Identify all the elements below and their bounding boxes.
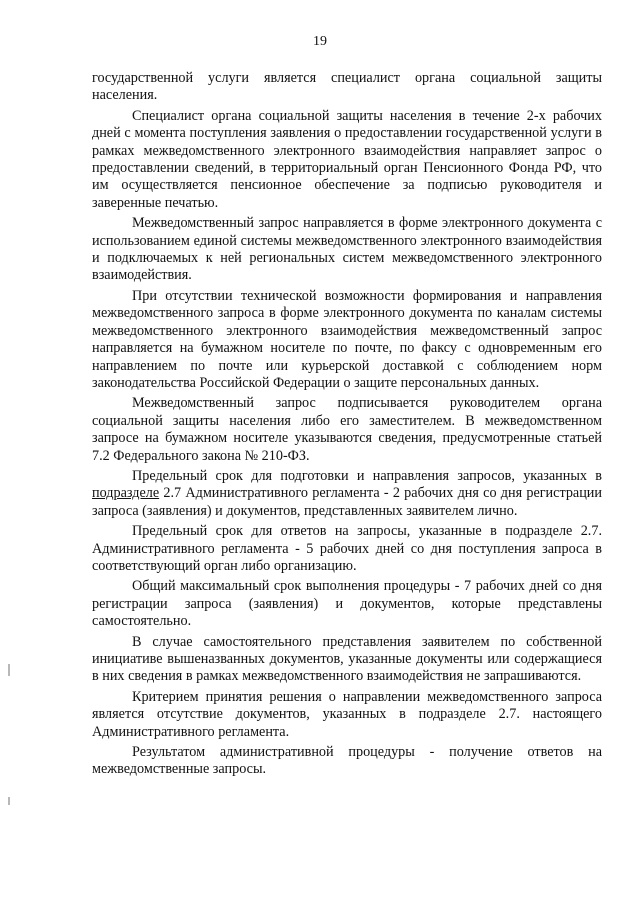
paragraph-7: Предельный срок для ответов на запросы, указанные в подразделе 2.7. Административного регламента - 5 рабочих дней со дня поступления запроса в соответствующий орган либо организацию. [92, 523, 602, 574]
scan-margin-mark-bottom [8, 797, 10, 805]
subsection-underlined: подразделе [92, 485, 160, 502]
paragraph-1: государственной услуги является специалист органа социальной защиты населения. [92, 70, 602, 104]
paragraph-10: Критерием принятия решения о направлении межведомственного запроса является отсутствие документов, указанных в подразделе 2.7. настоящего Административного регламента. [92, 688, 602, 740]
paragraph-5: Межведомственный запрос подписывается руководителем органа социальной защиты населения либо его заместителем. В межведомственном запросе на бумажном носителе указываются сведения, предусмотренные статьей 7.2 Федерального закона № 210-ФЗ. [92, 395, 602, 464]
paragraph-6-start: Предельный срок для подготовки и направления запросов, указанных в [132, 467, 602, 484]
paragraph-6-end: 2.7 Административного регламента - 2 рабочих дня со дня регистрации запроса (заявления) и документов, представленных заявителем лично. [92, 485, 602, 519]
paragraph-11: Результатом административной процедуры - получение ответов на межведомственные запросы. [92, 744, 602, 778]
page-number: 19 [313, 34, 327, 49]
paragraph-2: Специалист органа социальной защиты населения в течение 2-х рабочих дней с момента поступления заявления о предоставлении государственной услуги в рамках межведомственного электронного взаимодействия направляет запрос о предоставлении сведений, в территориальный орган Пенсионного Фонда РФ, что им осуществляется пенсионное обеспечение за подписью руководителя и заверенные печатью. [92, 107, 602, 211]
paragraph-6 [92, 468, 602, 520]
paragraph-8: Общий максимальный срок выполнения процедуры - 7 рабочих дней со дня регистрации запроса (заявления) и документов, которые представлены самостоятельно. [92, 578, 602, 630]
scan-margin-mark-top [8, 664, 10, 676]
paragraph-3: Межведомственный запрос направляется в форме электронного документа с использованием единой системы межведомственного электронного взаимодействия и подключаемых к ней региональных систем межведомственного электронного взаимодействия. [92, 215, 602, 284]
paragraph-9: В случае самостоятельного представления заявителем по собственной инициативе вышеназванных документов, указанные документы или содержащиеся в них сведения в рамках межведомственного взаимодействия не запрашиваются. [92, 633, 602, 685]
paragraph-4: При отсутствии технической возможности формирования и направления межведомственного запроса в форме электронного документа по каналам системы межведомственного электронного взаимодействия межведомственный запрос направляется на бумажном носителе по почте, по факсу с одновременным его направлением по почте или курьерской доставкой с соблюдением норм законодательства Российской Федерации о защите персональных данных. [92, 287, 602, 391]
